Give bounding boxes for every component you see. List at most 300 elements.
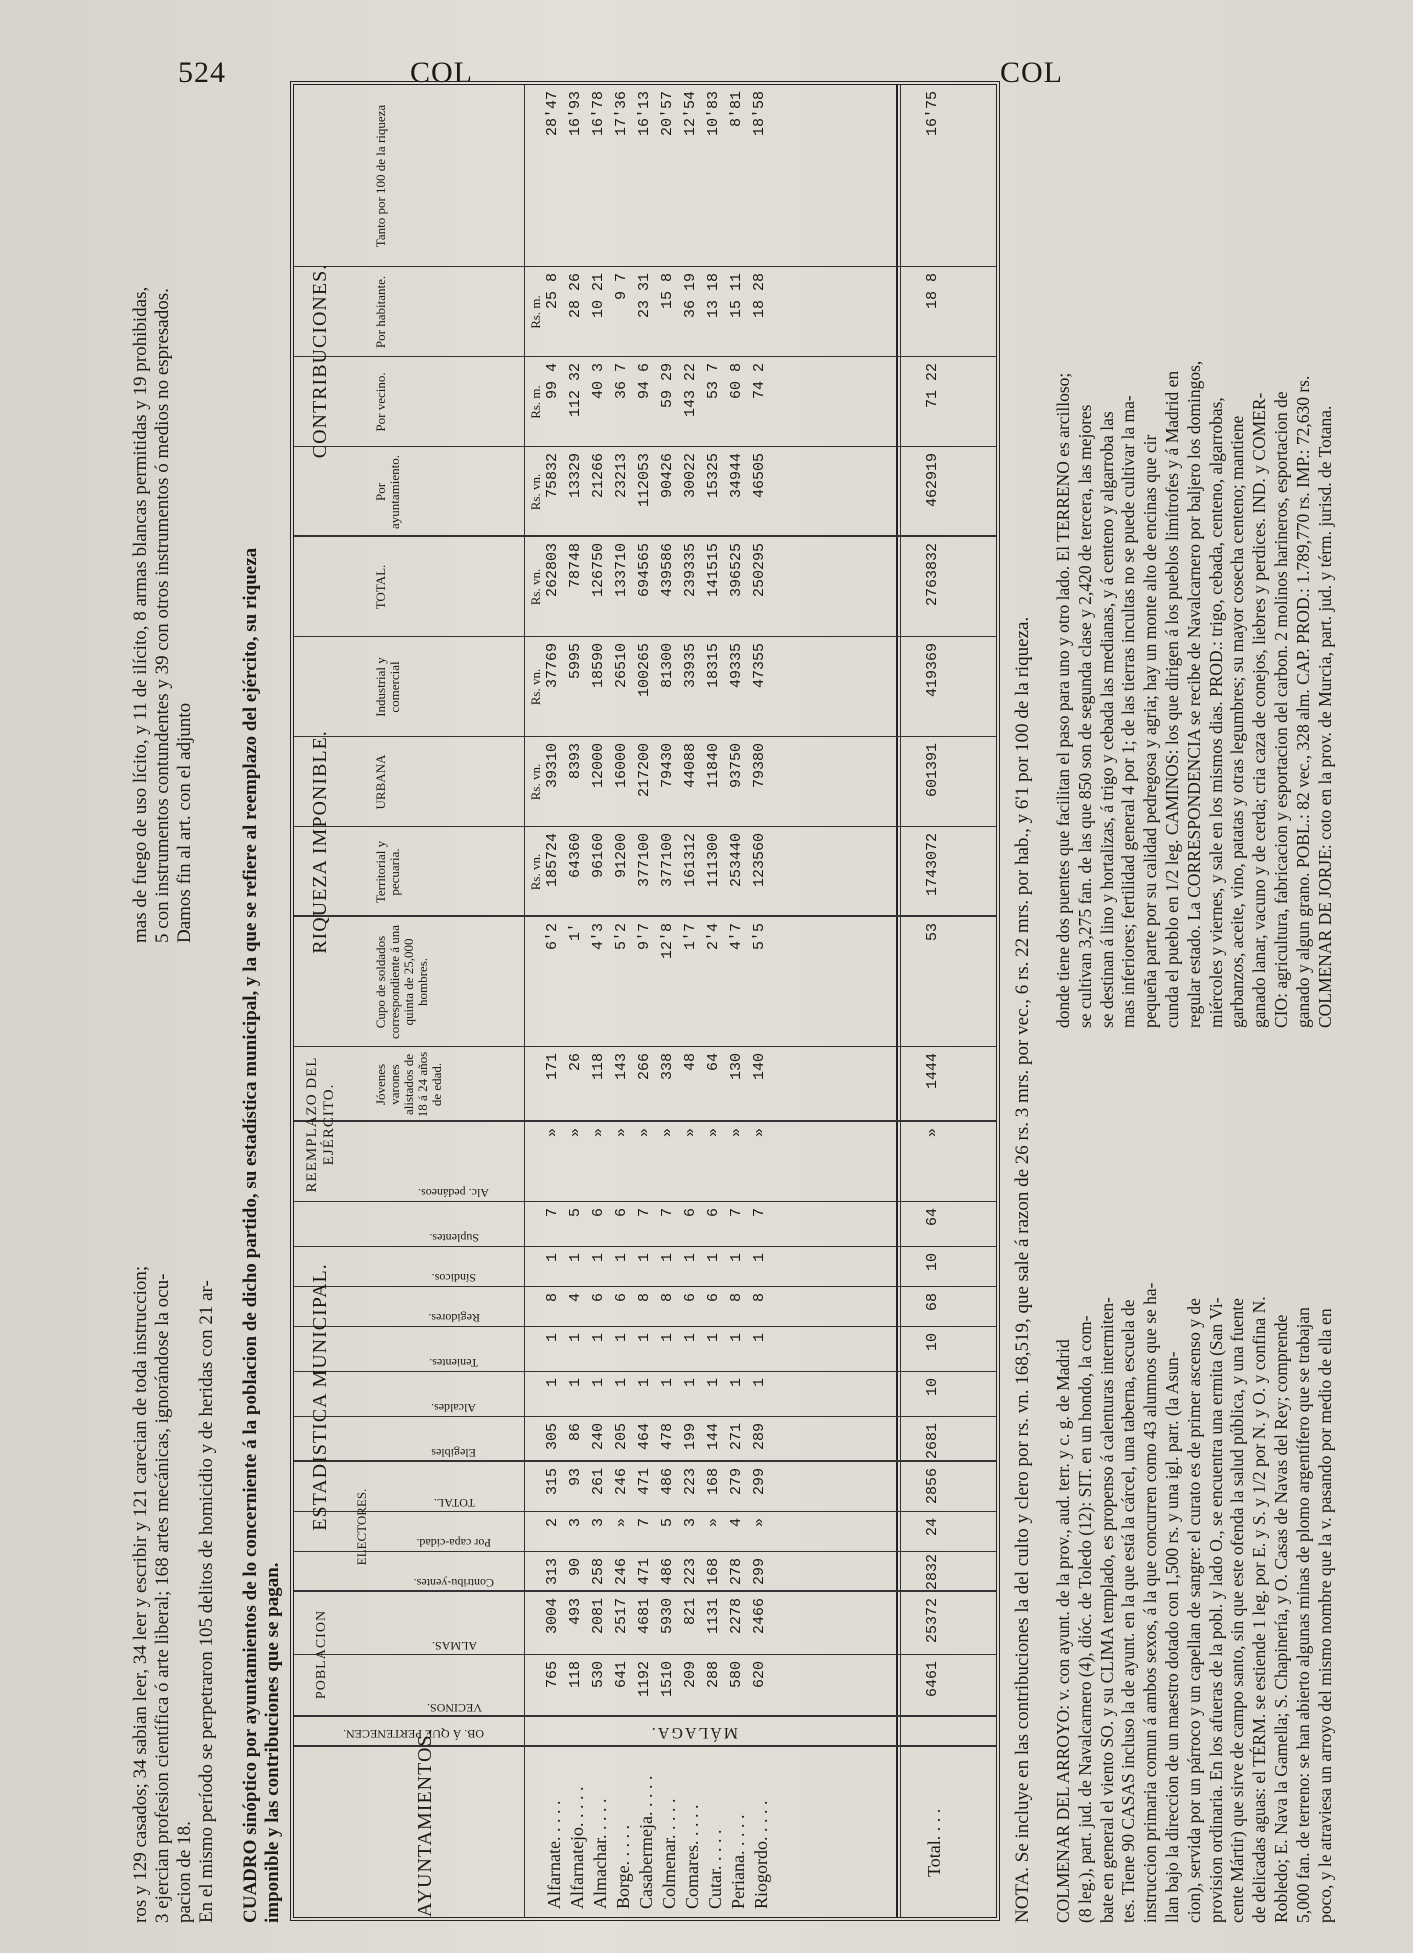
table-cell: » <box>705 1128 722 1138</box>
table-cell: 1510 <box>659 1661 676 1698</box>
table-cell: 59 29 <box>659 363 676 409</box>
table-cell: 1 <box>682 1333 699 1343</box>
column-header: Elegibles <box>431 1446 477 1460</box>
body-line-right: miércoles y viernes, y sale en los mismos dias. PROD.: trigo, cebada, centeno, algarrobas, <box>1205 397 1226 1028</box>
table-cell: 161312 <box>682 833 699 888</box>
running-head-left: COL <box>410 56 473 89</box>
body-line-left: llan bajo la direccion de un maestro dotado con 1,500 rs. y una igl. parr. (la Asun- <box>1162 1351 1182 1923</box>
table-cell: 16000 <box>613 743 630 789</box>
total-cell: 10 <box>924 1253 941 1272</box>
unit-label: Rs. m. <box>528 295 543 329</box>
table-cell: 8 <box>659 1293 676 1303</box>
table-cell: 3004 <box>544 1598 561 1635</box>
col-rule <box>294 1286 996 1287</box>
table-cell: 118 <box>590 1053 607 1081</box>
col-rule <box>294 356 996 357</box>
table-cell: 91200 <box>613 833 630 879</box>
table-cell: 1131 <box>705 1598 722 1635</box>
col-rule <box>294 826 996 827</box>
column-header: TOTAL. <box>433 1496 475 1510</box>
table-cell: 7 <box>728 1208 745 1218</box>
table-cell: 821 <box>682 1598 699 1626</box>
rule-header <box>524 85 525 1917</box>
total-row-name: Total. . . . <box>924 1808 944 1877</box>
table-cell: 299 <box>751 1468 768 1496</box>
body-line-left: cion), servida por un párroco y un capellan de sangre: el curato es de primer ascenso y de <box>1183 1298 1204 1923</box>
table-cell: 4'3 <box>590 923 607 951</box>
table-cell: 258 <box>590 1558 607 1586</box>
table-cell: 2278 <box>728 1598 745 1635</box>
table-cell: 289 <box>751 1423 768 1451</box>
synoptic-table <box>290 81 1000 1921</box>
table-cell: 11840 <box>705 743 722 789</box>
total-cell: 53 <box>924 923 941 942</box>
table-cell: » <box>751 1128 768 1138</box>
table-cell: 1 <box>590 1253 607 1263</box>
table-cell: 47355 <box>751 643 768 689</box>
table-cell: 18 28 <box>751 273 768 319</box>
table-cell: 15325 <box>705 453 722 499</box>
col-rule <box>294 636 996 637</box>
table-cell: 315 <box>544 1468 561 1496</box>
table-cell: 7 <box>544 1208 561 1218</box>
table-cell: 74 2 <box>751 363 768 400</box>
table-row-name: Almachar. . . . . <box>590 1798 610 1909</box>
table-cell: 1 <box>751 1253 768 1263</box>
col-rule <box>294 266 996 267</box>
table-cell: 8 <box>751 1293 768 1303</box>
table-cell: 168 <box>705 1558 722 1586</box>
table-cell: 530 <box>590 1661 607 1689</box>
table-cell: 171 <box>544 1053 561 1081</box>
page-number: 524 <box>178 56 226 89</box>
col-rule <box>294 1246 996 1247</box>
table-cell: 144 <box>705 1423 722 1451</box>
table-cell: 253440 <box>728 833 745 888</box>
table-cell: 26510 <box>613 643 630 689</box>
table-row-name: Casabermeja. . . . . <box>636 1775 656 1909</box>
table-cell: 8 <box>728 1293 745 1303</box>
table-cell: 1 <box>590 1333 607 1343</box>
table-cell: 5930 <box>659 1598 676 1635</box>
col-rule <box>294 1416 996 1417</box>
table-cell: 1 <box>705 1253 722 1263</box>
table-cell: 10'83 <box>705 91 722 137</box>
table-cell: 36 7 <box>613 363 630 400</box>
table-cell: 99 4 <box>544 363 561 400</box>
table-cell: 271 <box>728 1423 745 1451</box>
table-cell: 1 <box>682 1378 699 1388</box>
table-cell: 8 <box>544 1293 561 1303</box>
col-rule <box>294 446 996 447</box>
table-cell: 94 6 <box>636 363 653 400</box>
table-cell: 126750 <box>590 543 607 598</box>
table-cell: 6 <box>590 1208 607 1218</box>
table-cell: 96160 <box>590 833 607 879</box>
column-header: Industrial y comercial <box>373 657 402 717</box>
col-rule <box>294 915 996 917</box>
table-cell: 1 <box>613 1378 630 1388</box>
unit-label: Rs. vn. <box>528 473 543 511</box>
table-cell: 36 19 <box>682 273 699 319</box>
table-cell: 205 <box>613 1423 630 1451</box>
body-line-left: instruccion primaria comun á ambos sexos, á la que concurren como 43 alumnos que se ha- <box>1140 1282 1161 1923</box>
col-rule <box>294 1460 996 1462</box>
table-cell: 1 <box>751 1333 768 1343</box>
body-line-left: tes. Tiene 90 CASAS incluso la de ayunt. en la que está la cárcel, una taberna, escuela de <box>1118 1299 1139 1923</box>
total-cell: 25372 <box>924 1598 941 1644</box>
column-header: Cupo de soldados correspondiente á una quinta de 25,000 hombres. <box>373 924 430 1040</box>
table-cell: 13329 <box>567 453 584 499</box>
table-cell: 86 <box>567 1423 584 1442</box>
table-cell: 1'7 <box>682 923 699 951</box>
table-cell: 15 11 <box>728 273 745 319</box>
column-header: Contribu-yentes. <box>413 1576 495 1590</box>
body-line-right: donde tiene dos puentes que facilitan el paso para uno y otro lado. El TERRENO es arcilloso; <box>1053 372 1073 1028</box>
table-cell: 100265 <box>636 643 653 698</box>
table-cell: 3 <box>682 1518 699 1528</box>
total-cell: 24 <box>924 1518 941 1537</box>
table-cell: 1 <box>659 1333 676 1343</box>
table-cell: 464 <box>636 1423 653 1451</box>
table-cell: 5 <box>567 1208 584 1218</box>
table-cell: 8'81 <box>728 91 745 128</box>
table-cell: » <box>590 1128 607 1138</box>
table-cell: 10 21 <box>590 273 607 319</box>
table-cell: » <box>613 1128 630 1138</box>
table-cell: 1 <box>728 1333 745 1343</box>
column-header: Por ayuntamiento. <box>373 455 402 530</box>
column-header: Territorial y pecuaria. <box>373 840 402 904</box>
table-cell: 30022 <box>682 453 699 499</box>
column-header: Por vecino. <box>373 372 388 432</box>
table-cell: 112 32 <box>567 363 584 418</box>
column-header: VECINOS. <box>426 1701 482 1715</box>
table-cell: 1 <box>544 1253 561 1263</box>
table-row-name: Borge. . . . . <box>613 1824 633 1909</box>
table-cell: 377100 <box>659 833 676 888</box>
table-cell: 4 <box>728 1518 745 1528</box>
header-reemplazo: REEMPLAZO DEL EJÉRCITO. <box>304 1056 337 1193</box>
table-cell: 15 8 <box>659 273 676 310</box>
table-cell: 3 <box>567 1518 584 1528</box>
table-cell: 141515 <box>705 543 722 598</box>
table-cell: 338 <box>659 1053 676 1081</box>
table-cell: » <box>544 1128 561 1138</box>
unit-label: Rs. vn. <box>528 568 543 606</box>
table-cell: 12'8 <box>659 923 676 960</box>
col-rule <box>294 1120 996 1122</box>
rule-total <box>896 85 898 1917</box>
body-line-right: regular estado. La CORRESPONDENCIA se recibe de Navalcarnero por baljero los domingos, <box>1183 360 1204 1028</box>
table-cell: 5 <box>659 1518 676 1528</box>
table-cell: 16'93 <box>567 91 584 137</box>
table-cell: 1' <box>567 923 584 942</box>
body-line-right: garbanzos, aceite, vino, patatas y otras legumbres; su mayor cosecha centeno; mantiene <box>1227 415 1248 1028</box>
table-cell: 9'7 <box>636 923 653 951</box>
table-cell: 140 <box>751 1053 768 1081</box>
body-line-right: se destinan á lino y hortalizas, á trigo y cebada las medianas, y á centeno y algarroba las <box>1096 411 1117 1028</box>
table-cell: 90426 <box>659 453 676 499</box>
total-cell: 1743072 <box>924 833 941 897</box>
table-cell: 1 <box>636 1253 653 1263</box>
col-rule <box>294 535 996 537</box>
table-cell: 1 <box>567 1253 584 1263</box>
total-cell: 2832 <box>924 1553 941 1590</box>
table-cell: 1192 <box>636 1661 653 1698</box>
table-cell: 1 <box>682 1253 699 1263</box>
body-line-left: bate en general el viento SO. y su CLIMA templado, es propenso á calenturas intermiten- <box>1096 1297 1117 1923</box>
table-cell: 81300 <box>659 643 676 689</box>
body-line-right: ganado lanar, vacuno y de cerda; cria caza de conejos, liebres y perdices. IND. y COMER- <box>1249 392 1270 1028</box>
table-note: NOTA. Se incluye en las contribuciones la del culto y clero por rs. vn. 168,519, que sale á razon de 26 rs. 3 mrs. por vec., 6 rs. 22 mrs. por hab., y 6'1 por 100 de la riqueza. <box>1012 616 1033 1923</box>
table-cell: 2'4 <box>705 923 722 951</box>
header-riqueza: RIQUEZA IMPONIBLE. <box>309 730 331 954</box>
table-cell: 396525 <box>728 543 745 598</box>
table-cell: » <box>682 1128 699 1138</box>
column-header: Jóvenes varones alistados de 18 á 24 años de edad. <box>373 1051 444 1118</box>
table-cell: 9 7 <box>613 273 630 301</box>
table-row-name: Periana. . . . . <box>728 1814 748 1909</box>
table-cell: 1 <box>636 1333 653 1343</box>
table-cell: 641 <box>613 1661 630 1689</box>
top-line-right: 5 con instrumentos contundentes y 39 con otros instrumentos ó medios no espresados. <box>152 288 173 943</box>
table-cell: 44088 <box>682 743 699 789</box>
table-cell: 49335 <box>728 643 745 689</box>
total-cell: 68 <box>924 1293 941 1312</box>
table-cell: 111300 <box>705 833 722 888</box>
total-cell: 419369 <box>924 643 941 698</box>
table-cell: 20'57 <box>659 91 676 137</box>
total-cell: 71 22 <box>924 363 941 409</box>
total-cell: 2856 <box>924 1468 941 1505</box>
unit-label: Rs. m. <box>528 385 543 419</box>
col-rule <box>294 1201 996 1202</box>
table-cell: 18590 <box>590 643 607 689</box>
table-cell: 313 <box>544 1558 561 1586</box>
table-cell: 13 18 <box>705 273 722 319</box>
table-cell: 377100 <box>636 833 653 888</box>
table-cell: 6 <box>682 1293 699 1303</box>
header-obispado: OB. Á QUE PERTENECEN. <box>343 1727 485 1741</box>
table-cell: 4 <box>567 1293 584 1303</box>
table-cell: 2517 <box>613 1598 630 1635</box>
table-cell: 471 <box>636 1468 653 1496</box>
column-header: Por capa-cidad. <box>416 1536 492 1550</box>
table-cell: 2081 <box>590 1598 607 1635</box>
table-cell: 246 <box>613 1468 630 1496</box>
table-cell: 240 <box>590 1423 607 1451</box>
table-cell: 93 <box>567 1468 584 1487</box>
table-cell: 26 <box>567 1053 584 1072</box>
table-cell: 1 <box>751 1378 768 1388</box>
table-cell: 78748 <box>567 543 584 589</box>
table-cell: 2 <box>544 1518 561 1528</box>
table-cell: » <box>705 1518 722 1528</box>
table-cell: 694565 <box>636 543 653 598</box>
table-cell: 16'13 <box>636 91 653 137</box>
header-poblacion: POBLACION <box>314 1609 329 1700</box>
table-cell: 493 <box>567 1598 584 1626</box>
total-cell: 10 <box>924 1378 941 1397</box>
table-cell: 3 <box>590 1518 607 1528</box>
table-cell: 118 <box>567 1661 584 1689</box>
table-cell: 1 <box>613 1333 630 1343</box>
header-ayuntamientos: AYUNTAMIENTOS. <box>414 1728 436 1917</box>
total-cell: 2681 <box>924 1423 941 1460</box>
total-cell: 6461 <box>924 1661 941 1698</box>
table-cell: 580 <box>728 1661 745 1689</box>
col-rule <box>294 1590 996 1592</box>
body-line-left: Robledo; E. Nava la Gamella; S. Chapinería, y O. Casas de Navas del Rey; comprende <box>1271 1314 1291 1923</box>
total-cell: 64 <box>924 1208 941 1227</box>
table-row-name: Colmenar. . . . . <box>659 1798 679 1909</box>
table-cell: 1 <box>728 1253 745 1263</box>
body-line-right: cunda el pueblo en 1/2 leg. CAMINOS: los que dirigen á los pueblos limítrofes y á Madrid en <box>1162 370 1182 1028</box>
table-cell: 143 22 <box>682 363 699 418</box>
total-cell: 601391 <box>924 743 941 798</box>
table-cell: 64 <box>705 1053 722 1072</box>
body-line-left: de delicadas aguas: el TÉRM. se estiende 1 leg. por E. y S. y 1/2 por N. y O. y confina N. <box>1249 1296 1270 1923</box>
table-cell: 39310 <box>544 743 561 789</box>
column-header: URBANA <box>373 754 388 810</box>
column-header: Síndicos. <box>431 1271 477 1285</box>
total-cell: 462919 <box>924 453 941 508</box>
table-cell: 1 <box>613 1253 630 1263</box>
col-rule <box>294 1715 996 1717</box>
table-cell: 288 <box>705 1661 722 1689</box>
table-cell: 40 3 <box>590 363 607 400</box>
table-cell: 486 <box>659 1468 676 1496</box>
table-cell: 48 <box>682 1053 699 1072</box>
body-line-right: ganado y algun grano. POBL.: 82 vec., 328 alm. CAP. PROD.: 1.789,770 rs. IMP.: 72,630 rs. <box>1292 375 1313 1028</box>
table-cell: 1 <box>705 1378 722 1388</box>
column-header: Tanto por 100 de la riqueza <box>373 104 388 248</box>
table-cell: 223 <box>682 1468 699 1496</box>
table-cell: 12'54 <box>682 91 699 137</box>
table-cell: 5'5 <box>751 923 768 951</box>
col-rule <box>294 736 996 737</box>
table-cell: 133710 <box>613 543 630 598</box>
table-cell: 199 <box>682 1423 699 1451</box>
column-header: Suplentes. <box>429 1231 479 1245</box>
table-cell: 7 <box>636 1208 653 1218</box>
total-cell: 2763832 <box>924 543 941 607</box>
table-cell: 18315 <box>705 643 722 689</box>
total-cell: 1444 <box>924 1053 941 1090</box>
table-row-name: Comares. . . . . <box>682 1804 702 1909</box>
table-cell: 1 <box>567 1333 584 1343</box>
unit-label: Rs. vn. <box>528 668 543 706</box>
table-cell: 1 <box>728 1378 745 1388</box>
top-line: pacion de 18. <box>174 1821 195 1923</box>
col-rule <box>294 1654 996 1655</box>
table-cell: 185724 <box>544 833 561 888</box>
table-cell: 1 <box>659 1253 676 1263</box>
top-line-right: Damos fin al art. con el adjunto <box>174 702 195 943</box>
table-cell: 1 <box>544 1333 561 1343</box>
table-cell: 223 <box>682 1558 699 1586</box>
table-cell: 266 <box>636 1053 653 1081</box>
top-line: ros y 129 casados; 34 sabian leer, 34 leer y escribir y 121 carecian de toda instruccion; <box>130 1265 151 1923</box>
table-row-name: Alfarnate. . . . . <box>544 1800 564 1909</box>
table-cell: 53 7 <box>705 363 722 400</box>
body-line-left: cente Mártir) que sirve de campo santo, sin que este ofenda la salud pública, y una fuente <box>1227 1298 1248 1923</box>
table-row-name: Alfarnatejo. . . . . <box>567 1786 587 1909</box>
table-cell: 620 <box>751 1661 768 1689</box>
table-cell: 6 <box>705 1293 722 1303</box>
table-cell: » <box>659 1128 676 1138</box>
body-line-left: provision ordinaria. En los afueras de la pobl. y lado O., se encuentra una ermita (San Vi- <box>1205 1297 1226 1923</box>
table-caption: CUADRO sinóptico por ayuntamientos de lo concerniente á la poblacion de dicho partido, su estadística municipal, y la que se refiere al reemplazo del ejército, su riqueza imponible y las contribuciones que se pagan. <box>240 547 283 1923</box>
table-cell: 1 <box>636 1378 653 1388</box>
top-line-right: mas de fuego de uso lícito, y 11 de ilícito, 8 armas blancas permitidas y 19 prohibidas, <box>130 286 151 943</box>
table-cell: 130 <box>728 1053 745 1081</box>
table-cell: 8393 <box>567 743 584 780</box>
table-cell: 217200 <box>636 743 653 798</box>
table-cell: 28'47 <box>544 91 561 137</box>
unit-label: Rs. vn. <box>528 853 543 891</box>
table-cell: 305 <box>544 1423 561 1451</box>
column-header: Regidores. <box>428 1311 480 1325</box>
col-rule <box>294 1046 996 1047</box>
rule-total-2 <box>900 85 901 1917</box>
table-cell: 5'2 <box>613 923 630 951</box>
table-cell: » <box>567 1128 584 1138</box>
unit-label: Rs. vn. <box>528 763 543 801</box>
table-cell: 239335 <box>682 543 699 598</box>
table-cell: 60 8 <box>728 363 745 400</box>
total-cell: » <box>924 1128 941 1138</box>
table-cell: 7 <box>636 1518 653 1528</box>
table-cell: 1 <box>544 1378 561 1388</box>
table-cell: 439586 <box>659 543 676 598</box>
table-cell: 37769 <box>544 643 561 689</box>
total-cell: 16'75 <box>924 91 941 137</box>
body-line-left: poco, y le atraviesa un arroyo del mismo nombre que la v. pasando por medio de ella en <box>1314 1308 1335 1923</box>
table-cell: 6'2 <box>544 923 561 951</box>
table-cell: 123560 <box>751 833 768 888</box>
table-row-name: Cutar. . . . . <box>705 1829 725 1909</box>
body-line-right: mas inferiores; fertilidad general 4 por 1; de las tierras incultas no se puede cultivar la ma- <box>1118 395 1139 1028</box>
table-cell: 28 26 <box>567 273 584 319</box>
total-cell: 10 <box>924 1333 941 1352</box>
table-cell: 168 <box>705 1468 722 1496</box>
body-line-right: pequeña parte por su calidad pedregosa y agria; hay un monte alto de encinas que cir <box>1140 434 1161 1028</box>
body-line-right: CIO: agricultura, fabricacion y esportacion del carbon. 2 molinos harineros, esportacion de <box>1271 391 1291 1028</box>
table-cell: 16'78 <box>590 91 607 137</box>
table-cell: 79430 <box>659 743 676 789</box>
table-cell: 6 <box>590 1293 607 1303</box>
table-cell: 112053 <box>636 453 653 508</box>
body-line-left: (8 leg.), part. jud. de Navalcarnero (4), dióc. de Toledo (12): SIT. en un hondo, la com- <box>1074 1315 1095 1923</box>
body-line-left: COLMENAR DEL ARROYO: v. con ayunt. de la prov., aud. terr. y c. g. de Madrid <box>1053 1339 1073 1923</box>
table-cell: 6 <box>613 1208 630 1218</box>
table-cell: » <box>613 1518 630 1528</box>
table-cell: 23213 <box>613 453 630 499</box>
table-cell: 33935 <box>682 643 699 689</box>
column-header: Tenientes. <box>429 1356 479 1370</box>
table-cell: 6 <box>705 1208 722 1218</box>
table-cell: 18'58 <box>751 91 768 137</box>
table-cell: 8 <box>636 1293 653 1303</box>
body-line-left: 5,000 fan. de terreno: se han abierto algunas minas de plomo argentífero que se trabajan <box>1292 1307 1313 1923</box>
table-cell: » <box>728 1128 745 1138</box>
table-cell: 46505 <box>751 453 768 499</box>
table-cell: 250295 <box>751 543 768 598</box>
table-cell: 486 <box>659 1558 676 1586</box>
table-cell: 90 <box>567 1558 584 1577</box>
